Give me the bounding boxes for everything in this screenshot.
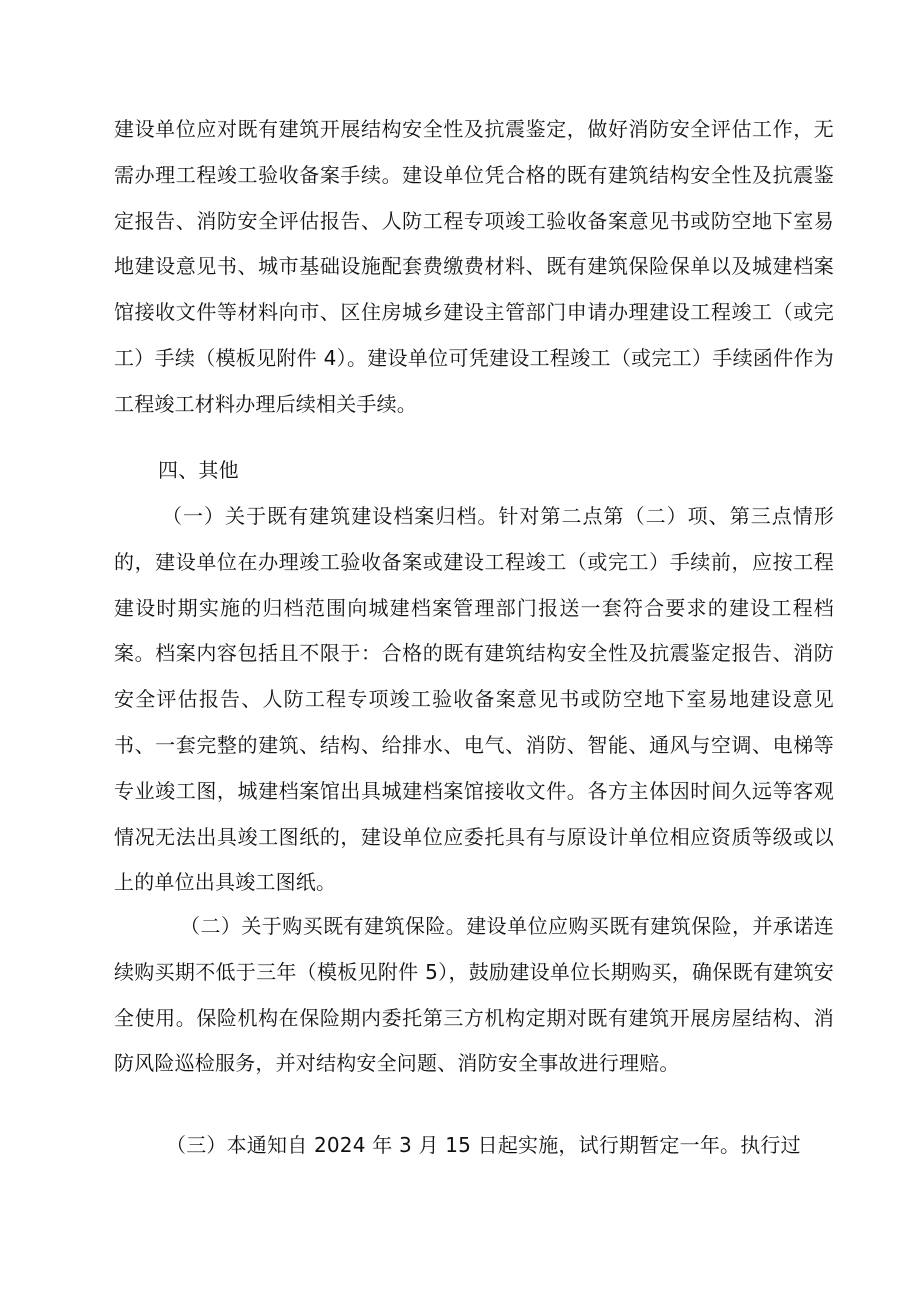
paragraph-completion-procedures: 建设单位应对既有建筑开展结构安全性及抗震鉴定，做好消防安全评估工作，无需办理工程竣工验收备案手续。建设单位凭合格的既有建筑结构安全性及抗震鉴定报告、消防安全评估报告、人防工程专项竣工验收备案意见书或防空地下室易地建设意见书、城市基础设施配套费缴费材料、既有建筑保险保单以及城建档案馆接收文件等材料向市、区住房城乡建设主管部门申请办理建设工程竣工（或完工）手续（模板见附件 4）。建设单位可凭建设工程竣工（或完工）手续函件作为工程竣工材料办理后续相关手续。 bbox=[114, 117, 834, 416]
paragraph-building-insurance: （二）关于购买既有建筑保险。建设单位应购买既有建筑保险，并承诺连续购买期不低于三年（模板见附件 5），鼓励建设单位长期购买，确保既有建筑安全使用。保险机构在保险期内委托第三方机构定期对既有建筑开展房屋结构、消防风险巡检服务，并对结构安全问题、消防安全事故进行理赔。 bbox=[114, 914, 834, 1076]
section-heading-other: 四、其他 bbox=[158, 458, 239, 482]
paragraph-archive-filing: （一）关于既有建筑建设档案归档。针对第二点第（二）项、第三点情形的，建设单位在办理竣工验收备案或建设工程竣工（或完工）手续前，应按工程建设时期实施的归档范围向城建档案管理部门报送一套符合要求的建设工程档案。档案内容包括且不限于：合格的既有建筑结构安全性及抗震鉴定报告、消防安全评估报告、人防工程专项竣工验收备案意见书或防空地下室易地建设意见书、一套完整的建筑、结构、给排水、电气、消防、智能、通风与空调、电梯等专业竣工图，城建档案馆出具城建档案馆接收文件。各方主体因时间久远等客观情况无法出具竣工图纸的，建设单位应委托具有与原设计单位相应资质等级或以上的单位出具竣工图纸。 bbox=[114, 504, 834, 895]
paragraph-effective-date: （三）本通知自 2024 年 3 月 15 日起实施，试行期暂定一年。执行过 bbox=[166, 1133, 801, 1157]
